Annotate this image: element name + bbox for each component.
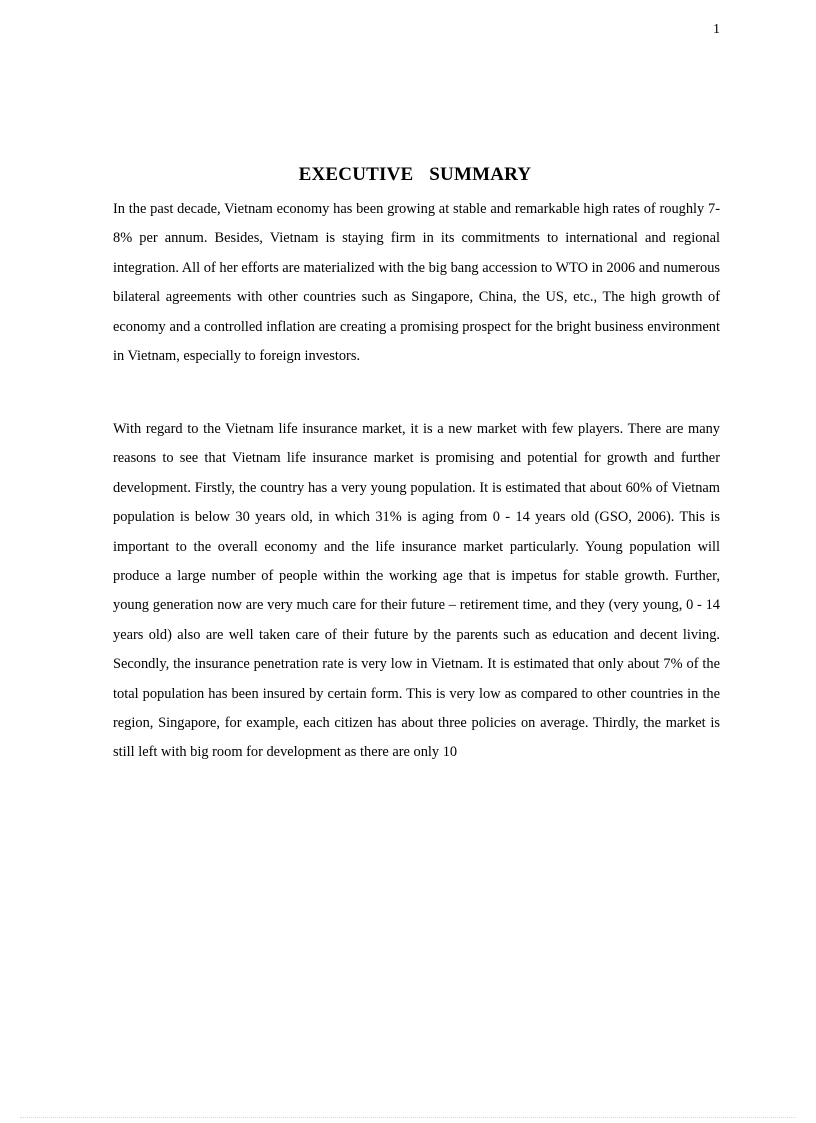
paragraph-life-insurance-market: With regard to the Vietnam life insurance market, it is a new market with few players. There are many reasons to see that Vietnam life insurance market is promising and potential for growth and further development. Firstly, the country has a very young population. It is estimated that about 60% of Vietnam population is below 30 years old, in which 31% is aging from 0 - 14 years old (GSO, 2006). This is important to the overall economy and the life insurance market particularly. Young population will produce a large number of people within the working age that is impetus for stable growth. Further, young generation now are very much care for their future – retirement time, and they (very young, 0 - 14 years old) also are well taken care of their future by the parents such as education and decent living. Secondly, the insurance penetration rate is very low in Vietnam. It is estimated that only about 7% of the total population has been insured by certain form. This is very low as compared to other countries in the region, Singapore, for example, each citizen has about three policies on average. Thirdly, the market is still left with big room for development as there are only 10 — [113, 421, 720, 761]
page-bottom-border — [20, 1117, 796, 1118]
paragraph-intro: In the past decade, Vietnam economy has been growing at stable and remarkable high rates of roughly 7-8% per annum. Besides, Vietnam is staying firm in its commitments to international and regional integration. All of her efforts are materialized with the big bang accession to WTO in 2006 and numerous bilateral agreements with other countries such as Singapore, China, the US, etc., The high growth of economy and a controlled inflation are creating a promising prospect for the bright business environment in Vietnam, especially to foreign investors. — [113, 201, 720, 365]
page-number: 1 — [713, 22, 720, 37]
page-title: EXECUTIVE SUMMARY — [298, 164, 532, 185]
